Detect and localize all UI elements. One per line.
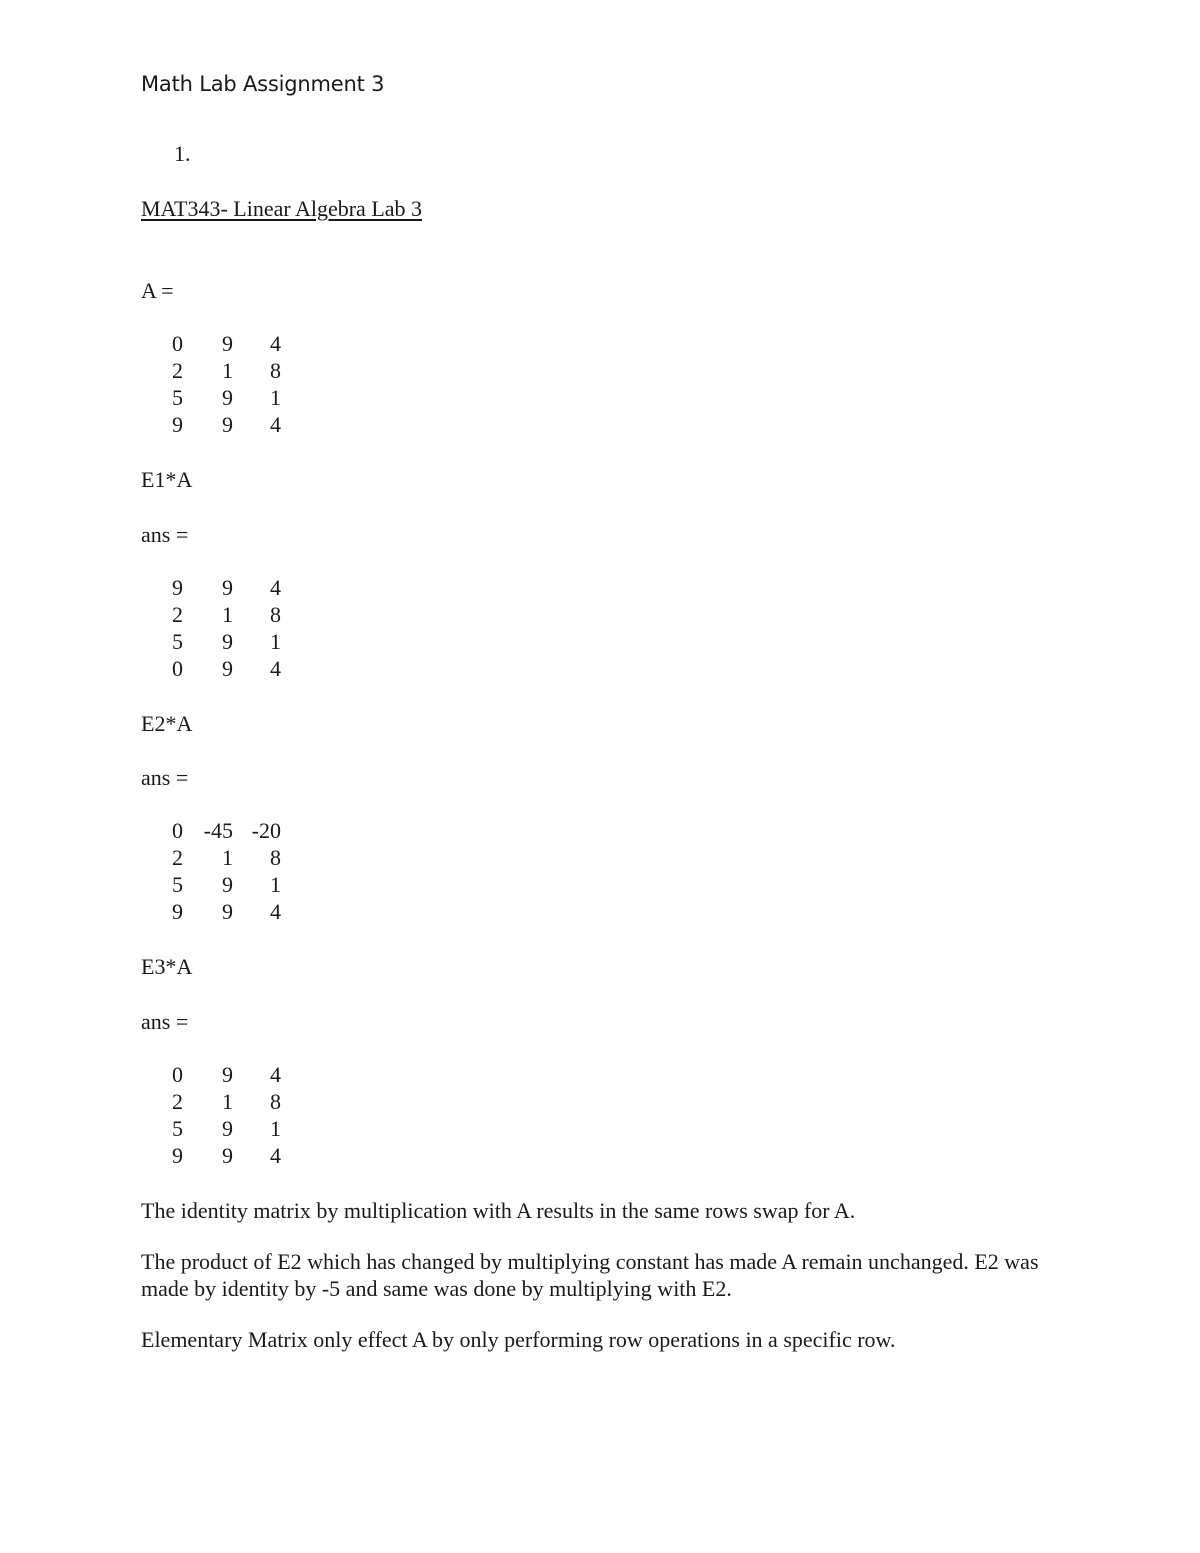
matrix-cell: 4 bbox=[270, 1062, 281, 1087]
matrix-cell: 2 bbox=[172, 358, 183, 383]
matrix-cell: -45 bbox=[203, 818, 233, 843]
matrix-cell: 5 bbox=[172, 385, 183, 410]
matrix-cell: 0 bbox=[172, 818, 183, 843]
matrix-cell: 2 bbox=[172, 602, 183, 627]
matrix-cell: 5 bbox=[172, 629, 183, 654]
ans-label: ans = bbox=[141, 1009, 189, 1034]
matrix-cell: 1 bbox=[270, 629, 281, 654]
matrix-cell: 9 bbox=[222, 385, 233, 410]
matrix-cell: 9 bbox=[222, 899, 233, 924]
document-header-title: Math Lab Assignment 3 bbox=[141, 72, 385, 96]
matrix-cell: 4 bbox=[270, 575, 281, 600]
matrix-cell: 0 bbox=[172, 1062, 183, 1087]
command-e1a: E1*A bbox=[141, 467, 193, 492]
matrix-cell: 5 bbox=[172, 872, 183, 897]
paragraph-identity: The identity matrix by multiplication with A results in the same rows swap for A. bbox=[141, 1198, 856, 1223]
matrix-cell: 8 bbox=[270, 602, 281, 627]
matrix-cell: 9 bbox=[222, 412, 233, 437]
matrix-cell: 9 bbox=[222, 872, 233, 897]
matrix-cell: 9 bbox=[222, 656, 233, 681]
matrix-cell: 9 bbox=[172, 899, 183, 924]
matrix-cell: 1 bbox=[270, 1116, 281, 1141]
matrix-cell: 9 bbox=[172, 1143, 183, 1168]
matrix-cell: 9 bbox=[222, 331, 233, 356]
matrix-cell: 1 bbox=[222, 845, 233, 870]
matrix-cell: 9 bbox=[222, 1116, 233, 1141]
matrix-cell: 1 bbox=[222, 1089, 233, 1114]
lab-title: MAT343- Linear Algebra Lab 3 bbox=[141, 196, 423, 221]
matrix-cell: 1 bbox=[270, 385, 281, 410]
matrix-cell: 4 bbox=[270, 899, 281, 924]
ans-label: ans = bbox=[141, 765, 189, 790]
matrix-cell: 1 bbox=[222, 358, 233, 383]
command-e3a: E3*A bbox=[141, 954, 193, 979]
matrix-cell: 9 bbox=[222, 1143, 233, 1168]
matrix-cell: 1 bbox=[222, 602, 233, 627]
ans-label: ans = bbox=[141, 522, 189, 547]
matrix-cell: 0 bbox=[172, 331, 183, 356]
matrix-cell: 8 bbox=[270, 1089, 281, 1114]
matrix-cell: 4 bbox=[270, 331, 281, 356]
matrix-cell: 0 bbox=[172, 656, 183, 681]
matrix-cell: -20 bbox=[251, 818, 281, 843]
matrix-cell: 2 bbox=[172, 1089, 183, 1114]
list-number: 1. bbox=[174, 141, 191, 166]
paragraph-e2-product: The product of E2 which has changed by multiplying constant has made A remain unchanged. E2 was made by identity by -5 and same was done by multiplying with E2. bbox=[141, 1249, 1039, 1301]
matrix-a-label: A = bbox=[141, 278, 174, 303]
matrix-cell: 4 bbox=[270, 656, 281, 681]
matrix-cell: 9 bbox=[172, 412, 183, 437]
matrix-cell: 8 bbox=[270, 358, 281, 383]
matrix-cell: 4 bbox=[270, 1143, 281, 1168]
matrix-cell: 9 bbox=[222, 629, 233, 654]
matrix-cell: 4 bbox=[270, 412, 281, 437]
matrix-cell: 8 bbox=[270, 845, 281, 870]
matrix-cell: 5 bbox=[172, 1116, 183, 1141]
matrix-cell: 9 bbox=[222, 575, 233, 600]
matrix-cell: 9 bbox=[172, 575, 183, 600]
command-e2a: E2*A bbox=[141, 711, 193, 736]
matrix-cell: 1 bbox=[270, 872, 281, 897]
matrix-cell: 2 bbox=[172, 845, 183, 870]
paragraph-elementary-matrix: Elementary Matrix only effect A by only performing row operations in a specific row. bbox=[141, 1327, 896, 1352]
matrix-cell: 9 bbox=[222, 1062, 233, 1087]
